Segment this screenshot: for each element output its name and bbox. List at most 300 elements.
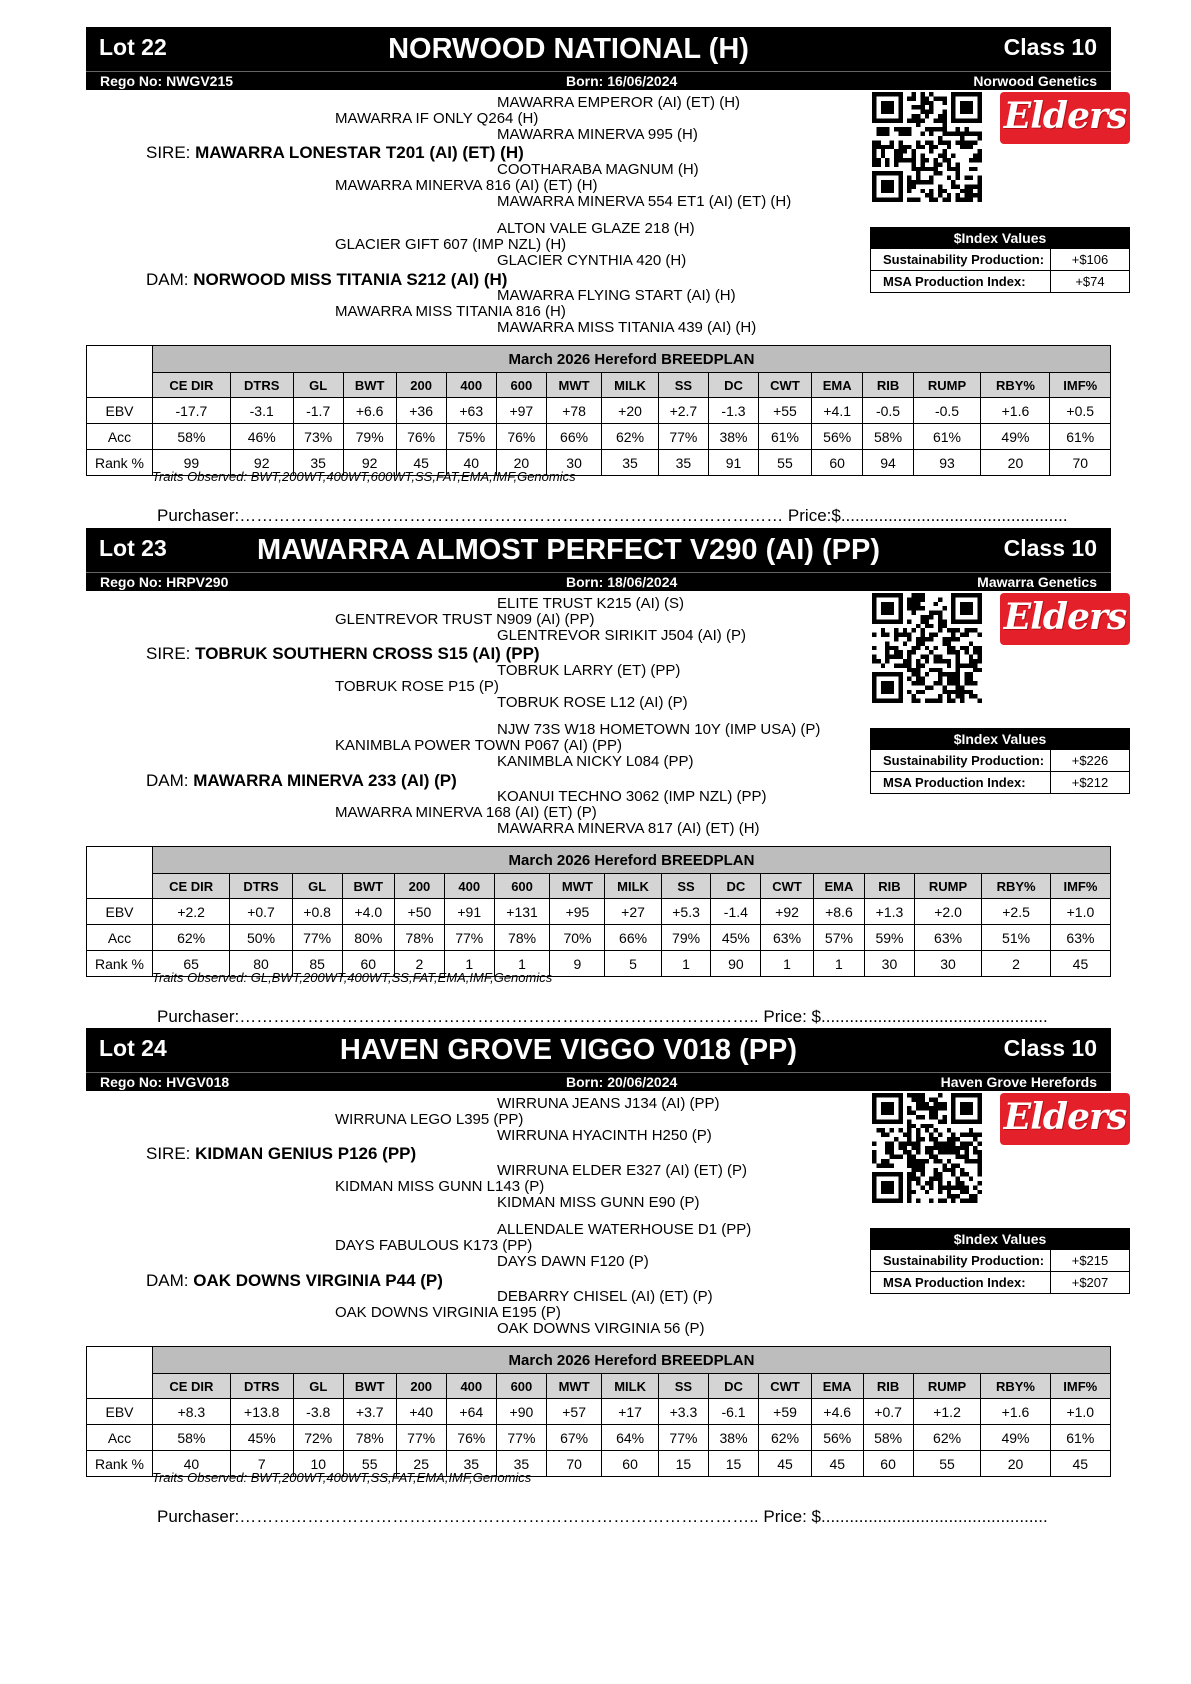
pedigree-sire-sire: WIRRUNA LEGO L395 (PP) <box>335 1111 524 1128</box>
acc-value: 78% <box>343 1425 396 1451</box>
ebv-row <box>87 899 1111 925</box>
acc-value: 78% <box>494 925 550 951</box>
rank-value: 35 <box>293 450 343 476</box>
acc-value: 70% <box>550 925 605 951</box>
ebv-table <box>86 345 1111 476</box>
ebv-value: +13.8 <box>230 1399 293 1425</box>
rank-value: 80 <box>230 951 292 977</box>
rank-value: 25 <box>396 1451 446 1477</box>
acc-value: 80% <box>342 925 395 951</box>
class-label: Class 10 <box>1003 535 1097 561</box>
trait-header-row <box>87 373 1111 398</box>
animal-name: MAWARRA ALMOST PERFECT V290 (AI) (PP) <box>257 534 880 566</box>
trait-header: DTRS <box>230 1374 293 1399</box>
trait-header: EMA <box>811 1374 863 1399</box>
ebv-value: +1.0 <box>1050 899 1110 925</box>
ebv-value: +1.6 <box>981 1399 1050 1425</box>
pedigree-sire-dam: MAWARRA MINERVA 816 (AI) (ET) (H) <box>335 177 598 194</box>
msa-label: MSA Production Index: <box>871 271 1051 292</box>
lot-subheader <box>86 71 1111 91</box>
rank-value: 1 <box>661 951 711 977</box>
acc-value: 58% <box>153 1425 231 1451</box>
rank-value: 1 <box>761 951 814 977</box>
ebv-row <box>87 398 1111 424</box>
acc-value: 77% <box>658 1425 708 1451</box>
birth-date: Born: 18/06/2024 <box>566 574 678 590</box>
rank-value: 15 <box>658 1451 708 1477</box>
pedigree-sire-sire-dam: GLENTREVOR SIRIKIT J504 (AI) (P) <box>497 627 746 644</box>
acc-value: 38% <box>708 1425 758 1451</box>
trait-header: BWT <box>343 373 396 398</box>
ebv-table <box>86 846 1111 977</box>
qr-code[interactable] <box>872 92 982 202</box>
sire-name: TOBRUK SOUTHERN CROSS S15 (AI) (PP) <box>195 644 540 663</box>
rank-value: 91 <box>708 450 758 476</box>
acc-value: 62% <box>602 424 659 450</box>
trait-header: CWT <box>759 373 812 398</box>
lot-subheader <box>86 572 1111 592</box>
acc-value: 63% <box>1050 925 1110 951</box>
ebv-value: +36 <box>396 398 446 424</box>
ebv-value: -3.1 <box>230 398 293 424</box>
elders-logo <box>1000 92 1130 144</box>
trait-header: RIB <box>863 1374 913 1399</box>
ebv-value: +0.7 <box>230 899 292 925</box>
ebv-value: +2.5 <box>982 899 1051 925</box>
acc-value: 58% <box>153 424 231 450</box>
acc-value: 79% <box>343 424 396 450</box>
rego-number: Rego No: HRPV290 <box>100 574 229 590</box>
acc-value: 64% <box>602 1425 659 1451</box>
rank-value: 10 <box>293 1451 343 1477</box>
qr-code[interactable] <box>872 593 982 703</box>
ebv-value: +2.7 <box>658 398 708 424</box>
acc-value: 45% <box>711 925 761 951</box>
index-values-title: $Index Values <box>871 729 1129 749</box>
pedigree-dam-sire: DAYS FABULOUS K173 (PP) <box>335 1237 533 1254</box>
pedigree-sire-sire-dam: WIRRUNA HYACINTH H250 (P) <box>497 1127 712 1144</box>
purchaser-price-line[interactable]: Purchaser:……………………………………………………………………………….. Price: $................................................ <box>157 1507 1048 1526</box>
sire-label: SIRE: <box>146 143 196 162</box>
pedigree-dam-sire-dam: DAYS DAWN F120 (P) <box>497 1253 649 1270</box>
msa-label: MSA Production Index: <box>871 772 1051 793</box>
ebv-value: -0.5 <box>863 398 913 424</box>
trait-header: BWT <box>343 1374 396 1399</box>
trait-header: CE DIR <box>153 874 230 899</box>
ebv-row-label: EBV <box>87 899 153 925</box>
trait-header: RUMP <box>913 1374 981 1399</box>
ebv-value: +4.6 <box>811 1399 863 1425</box>
trait-header: RIB <box>865 874 915 899</box>
dam-line <box>146 271 507 288</box>
acc-row-label: Acc <box>87 1425 153 1451</box>
acc-value: 76% <box>496 424 546 450</box>
birth-date: Born: 16/06/2024 <box>566 73 678 89</box>
dam-label: DAM: <box>146 270 194 289</box>
pedigree-sire-sire-dam: MAWARRA MINERVA 995 (H) <box>497 126 698 143</box>
pedigree-dam-dam-dam: MAWARRA MISS TITANIA 439 (AI) (H) <box>497 319 757 336</box>
animal-name: HAVEN GROVE VIGGO V018 (PP) <box>339 1034 798 1066</box>
sire-label: SIRE: <box>146 644 196 663</box>
pedigree-sire-dam-sire: TOBRUK LARRY (ET) (PP) <box>497 662 681 679</box>
ebv-value: +1.6 <box>981 398 1050 424</box>
trait-header: EMA <box>811 373 863 398</box>
rank-value: 92 <box>230 450 293 476</box>
trait-header: RIB <box>863 373 913 398</box>
trait-header: CE DIR <box>153 1374 231 1399</box>
purchaser-price-line[interactable]: Purchaser:……………………………………………………………………………….. Price: $................................................ <box>157 1007 1048 1026</box>
ebv-value: -0.5 <box>913 398 981 424</box>
acc-row-label: Acc <box>87 424 153 450</box>
qr-code[interactable] <box>872 1093 982 1203</box>
acc-value: 61% <box>913 424 981 450</box>
breeder-name: Norwood Genetics <box>973 73 1097 89</box>
acc-value: 79% <box>661 925 711 951</box>
rank-value: 20 <box>496 450 546 476</box>
rank-value: 45 <box>759 1451 812 1477</box>
rank-value: 94 <box>863 450 913 476</box>
ebv-value: -6.1 <box>708 1399 758 1425</box>
trait-header: RBY% <box>982 874 1051 899</box>
pedigree-dam-dam-sire: KOANUI TECHNO 3062 (IMP NZL) (PP) <box>497 788 767 805</box>
acc-value: 72% <box>293 1425 343 1451</box>
lot-header <box>86 27 1111 90</box>
acc-value: 62% <box>913 1425 981 1451</box>
sustainability-value: +$226 <box>1071 753 1109 768</box>
acc-value: 62% <box>759 1425 812 1451</box>
ebv-row <box>87 1399 1111 1425</box>
ebv-value: -17.7 <box>153 398 231 424</box>
trait-header-corner <box>87 874 153 899</box>
trait-header: EMA <box>813 874 864 899</box>
msa-label: MSA Production Index: <box>871 1272 1051 1293</box>
trait-header: GL <box>292 874 342 899</box>
rank-value: 1 <box>813 951 864 977</box>
acc-row-label: Acc <box>87 925 153 951</box>
traits-observed: Traits Observed: BWT,200WT,400WT,600WT,SS,FAT,EMA,IMF,Genomics <box>152 469 576 484</box>
msa-value: +$212 <box>1071 775 1109 790</box>
trait-header: MILK <box>602 1374 659 1399</box>
trait-header: RBY% <box>981 1374 1050 1399</box>
pedigree-sire-dam-dam: MAWARRA MINERVA 554 ET1 (AI) (ET) (H) <box>497 193 792 210</box>
breedplan-title: March 2026 Hereford BREEDPLAN <box>153 1347 1111 1374</box>
pedigree-dam-sire-dam: GLACIER CYNTHIA 420 (H) <box>497 252 687 269</box>
acc-value: 66% <box>546 424 601 450</box>
trait-header: 600 <box>496 373 546 398</box>
ebv-value: -3.8 <box>293 1399 343 1425</box>
ebv-value: +131 <box>494 899 550 925</box>
rank-value: 65 <box>153 951 230 977</box>
sire-line <box>146 645 540 662</box>
acc-row <box>87 424 1111 450</box>
pedigree-sire-dam-sire: COOTHARABA MAGNUM (H) <box>497 161 699 178</box>
rank-row-label: Rank % <box>87 450 153 476</box>
sustainability-label: Sustainability Production: <box>871 1250 1051 1271</box>
sire-line <box>146 144 524 161</box>
ebv-value: +27 <box>605 899 661 925</box>
trait-header-row <box>87 874 1111 899</box>
rank-value: 60 <box>863 1451 913 1477</box>
trait-header: GL <box>293 373 343 398</box>
acc-value: 63% <box>914 925 981 951</box>
rank-value: 55 <box>759 450 812 476</box>
trait-header: DTRS <box>230 874 292 899</box>
trait-header: CWT <box>761 874 814 899</box>
lot-subheader <box>86 1072 1111 1092</box>
acc-value: 76% <box>446 1425 496 1451</box>
rank-value: 70 <box>546 1451 601 1477</box>
breeder-name: Haven Grove Herefords <box>940 1074 1097 1090</box>
pedigree-dam-dam-dam: OAK DOWNS VIRGINIA 56 (P) <box>497 1320 705 1337</box>
ebv-row-label: EBV <box>87 1399 153 1425</box>
pedigree-dam-sire: GLACIER GIFT 607 (IMP NZL) (H) <box>335 236 567 253</box>
trait-header: SS <box>661 874 711 899</box>
acc-value: 45% <box>230 1425 293 1451</box>
rank-value: 45 <box>396 450 446 476</box>
trait-header-row <box>87 1374 1111 1399</box>
ebv-value: +90 <box>496 1399 546 1425</box>
ebv-value: +3.7 <box>343 1399 396 1425</box>
ebv-value: +17 <box>602 1399 659 1425</box>
pedigree-dam-dam-dam: MAWARRA MINERVA 817 (AI) (ET) (H) <box>497 820 760 837</box>
rank-value: 30 <box>914 951 981 977</box>
acc-value: 66% <box>605 925 661 951</box>
class-label: Class 10 <box>1003 34 1097 60</box>
rank-value: 60 <box>342 951 395 977</box>
acc-value: 46% <box>230 424 293 450</box>
trait-header: SS <box>658 1374 708 1399</box>
pedigree-dam-dam-sire: DEBARRY CHISEL (AI) (ET) (P) <box>497 1288 713 1305</box>
rank-value: 7 <box>230 1451 293 1477</box>
trait-header: CE DIR <box>153 373 231 398</box>
trait-header: MILK <box>602 373 659 398</box>
rego-number: Rego No: HVGV018 <box>100 1074 230 1090</box>
rank-value: 30 <box>546 450 601 476</box>
trait-header: CWT <box>759 1374 812 1399</box>
pedigree-sire-sire: GLENTREVOR TRUST N909 (AI) (PP) <box>335 611 595 628</box>
rank-value: 85 <box>292 951 342 977</box>
acc-value: 77% <box>658 424 708 450</box>
lot-entry <box>0 27 1191 537</box>
ebv-value: +8.6 <box>813 899 864 925</box>
acc-value: 77% <box>396 1425 446 1451</box>
acc-value: 49% <box>981 1425 1050 1451</box>
traits-observed: Traits Observed: GL,BWT,200WT,400WT,SS,FAT,EMA,IMF,Genomics <box>152 970 553 985</box>
acc-value: 56% <box>811 1425 863 1451</box>
acc-value: 67% <box>546 1425 601 1451</box>
rank-value: 30 <box>865 951 915 977</box>
trait-header: 200 <box>395 874 445 899</box>
ebv-value: +1.3 <box>865 899 915 925</box>
acc-value: 49% <box>981 424 1050 450</box>
trait-header: RUMP <box>914 874 981 899</box>
rank-value: 99 <box>153 450 231 476</box>
ebv-value: +63 <box>446 398 496 424</box>
ebv-row-label: EBV <box>87 398 153 424</box>
rank-value: 93 <box>913 450 981 476</box>
ebv-value: +97 <box>496 398 546 424</box>
pedigree-dam-dam: MAWARRA MISS TITANIA 816 (H) <box>335 303 566 320</box>
ebv-value: +1.2 <box>913 1399 981 1425</box>
pedigree-sire-sire-sire: ELITE TRUST K215 (AI) (S) <box>497 595 684 612</box>
acc-row <box>87 1425 1111 1451</box>
rank-value: 15 <box>708 1451 758 1477</box>
trait-header: RBY% <box>981 373 1050 398</box>
index-values-box <box>870 1228 1130 1294</box>
pedigree-sire-sire: MAWARRA IF ONLY Q264 (H) <box>335 110 539 127</box>
rank-value: 20 <box>981 450 1050 476</box>
index-values-title: $Index Values <box>871 228 1129 248</box>
purchaser-price-line[interactable]: Purchaser:…………………………………………………………………………………… Price:$................................................ <box>157 506 1068 525</box>
lot-entry <box>0 528 1191 1038</box>
sire-label: SIRE: <box>146 1144 196 1163</box>
trait-header: MWT <box>550 874 605 899</box>
sustainability-value: +$106 <box>1071 252 1109 267</box>
ebv-value: +0.5 <box>1050 398 1111 424</box>
ebv-value: +0.7 <box>863 1399 913 1425</box>
acc-value: 73% <box>293 424 343 450</box>
dam-name: MAWARRA MINERVA 233 (AI) (P) <box>193 771 457 790</box>
ebv-value: +40 <box>396 1399 446 1425</box>
pedigree-dam-sire-dam: KANIMBLA NICKY L084 (PP) <box>497 753 694 770</box>
sustainability-row <box>871 248 1129 270</box>
trait-header: 400 <box>446 373 496 398</box>
rank-value: 1 <box>444 951 494 977</box>
table-corner <box>87 1347 153 1374</box>
ebv-value: +64 <box>446 1399 496 1425</box>
lot-number: Lot 23 <box>99 535 167 561</box>
sire-line <box>146 1145 416 1162</box>
ebv-value: +20 <box>602 398 659 424</box>
msa-row <box>871 1271 1129 1293</box>
sustainability-label: Sustainability Production: <box>871 750 1051 771</box>
acc-value: 58% <box>863 424 913 450</box>
breedplan-row <box>87 346 1111 373</box>
trait-header: RUMP <box>913 373 981 398</box>
rank-value: 60 <box>602 1451 659 1477</box>
lot-number: Lot 22 <box>99 34 167 60</box>
rank-value: 40 <box>446 450 496 476</box>
ebv-value: +57 <box>546 1399 601 1425</box>
pedigree-sire-dam-dam: TOBRUK ROSE L12 (AI) (P) <box>497 694 688 711</box>
acc-value: 50% <box>230 925 292 951</box>
ebv-value: +95 <box>550 899 605 925</box>
dam-label: DAM: <box>146 771 194 790</box>
ebv-value: +78 <box>546 398 601 424</box>
acc-value: 61% <box>1050 1425 1110 1451</box>
rank-value: 70 <box>1050 450 1111 476</box>
rank-value: 90 <box>711 951 761 977</box>
elders-logo <box>1000 593 1130 645</box>
trait-header-corner <box>87 373 153 398</box>
trait-header: DTRS <box>230 373 293 398</box>
lot-number: Lot 24 <box>99 1035 167 1061</box>
dam-name: NORWOOD MISS TITANIA S212 (AI) (H) <box>193 270 508 289</box>
rank-value: 35 <box>602 450 659 476</box>
acc-value: 75% <box>446 424 496 450</box>
ebv-value: -1.4 <box>711 899 761 925</box>
sustainability-row <box>871 1249 1129 1271</box>
ebv-value: +5.3 <box>661 899 711 925</box>
ebv-value: -1.3 <box>708 398 758 424</box>
msa-value: +$74 <box>1075 274 1105 289</box>
ebv-value: +6.6 <box>343 398 396 424</box>
trait-header: SS <box>658 373 708 398</box>
rank-value: 1 <box>494 951 550 977</box>
pedigree-dam-sire: KANIMBLA POWER TOWN P067 (AI) (PP) <box>335 737 623 754</box>
pedigree-sire-dam-sire: WIRRUNA ELDER E327 (AI) (ET) (P) <box>497 1162 748 1179</box>
lot-header <box>86 528 1111 591</box>
dam-line <box>146 1272 443 1289</box>
class-label: Class 10 <box>1003 1035 1097 1061</box>
ebv-value: +55 <box>759 398 812 424</box>
rank-value: 45 <box>1050 951 1110 977</box>
ebv-value: +2.0 <box>914 899 981 925</box>
rank-value: 55 <box>913 1451 981 1477</box>
trait-header: 600 <box>494 874 550 899</box>
rank-value: 35 <box>658 450 708 476</box>
rank-value: 2 <box>395 951 445 977</box>
acc-value: 58% <box>863 1425 913 1451</box>
rank-value: 5 <box>605 951 661 977</box>
acc-value: 77% <box>444 925 494 951</box>
rank-value: 2 <box>982 951 1051 977</box>
ebv-value: +91 <box>444 899 494 925</box>
rank-value: 92 <box>343 450 396 476</box>
sire-name: KIDMAN GENIUS P126 (PP) <box>195 1144 417 1163</box>
acc-value: 77% <box>292 925 342 951</box>
index-values-box <box>870 728 1130 794</box>
elders-logo-text: Elders <box>1003 95 1127 137</box>
acc-value: 61% <box>1050 424 1111 450</box>
trait-header: BWT <box>342 874 395 899</box>
msa-row <box>871 270 1129 292</box>
animal-name: NORWOOD NATIONAL (H) <box>388 33 749 65</box>
trait-header: DC <box>708 373 758 398</box>
trait-header: 400 <box>444 874 494 899</box>
breedplan-title: March 2026 Hereford BREEDPLAN <box>153 847 1111 874</box>
pedigree-dam-dam-sire: MAWARRA FLYING START (AI) (H) <box>497 287 736 304</box>
sustainability-row <box>871 749 1129 771</box>
trait-header: DC <box>708 1374 758 1399</box>
trait-header: IMF% <box>1050 874 1110 899</box>
pedigree-sire-sire-sire: WIRRUNA JEANS J134 (AI) (PP) <box>497 1095 720 1112</box>
pedigree-dam-dam: OAK DOWNS VIRGINIA E195 (P) <box>335 1304 561 1321</box>
pedigree-dam-sire-sire: ALTON VALE GLAZE 218 (H) <box>497 220 695 237</box>
index-values-title: $Index Values <box>871 1229 1129 1249</box>
lot-entry <box>0 1028 1191 1538</box>
msa-value: +$207 <box>1071 1275 1109 1290</box>
rank-row-label: Rank % <box>87 1451 153 1477</box>
elders-logo-text: Elders <box>1003 596 1127 638</box>
rank-value: 35 <box>496 1451 546 1477</box>
acc-value: 76% <box>396 424 446 450</box>
rank-value: 35 <box>446 1451 496 1477</box>
ebv-value: +50 <box>395 899 445 925</box>
ebv-value: +4.0 <box>342 899 395 925</box>
trait-header: 200 <box>396 1374 446 1399</box>
acc-value: 63% <box>761 925 814 951</box>
ebv-value: +1.0 <box>1050 1399 1110 1425</box>
trait-header-corner <box>87 1374 153 1399</box>
table-corner <box>87 346 153 373</box>
rank-value: 45 <box>811 1451 863 1477</box>
acc-row <box>87 925 1111 951</box>
trait-header: 600 <box>496 1374 546 1399</box>
acc-value: 59% <box>865 925 915 951</box>
lot-header <box>86 1028 1111 1091</box>
trait-header: IMF% <box>1050 373 1111 398</box>
